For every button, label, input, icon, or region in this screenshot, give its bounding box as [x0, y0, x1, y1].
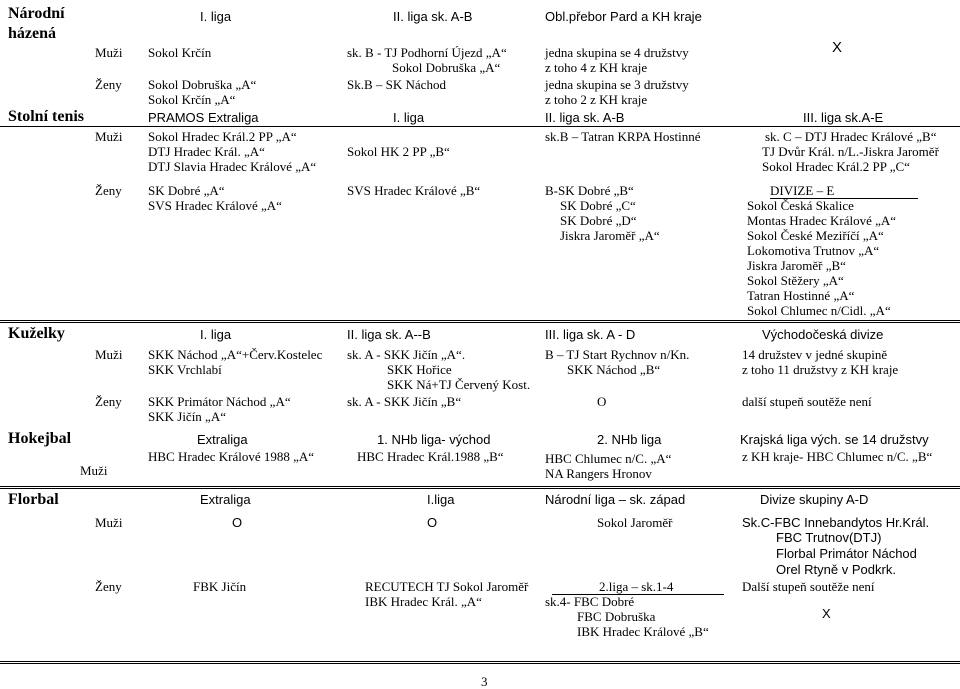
- cell: jedna skupina se 4 družstvy: [545, 45, 689, 60]
- cell: SK Dobré „A“: [148, 183, 225, 198]
- header-col2: I.liga: [427, 492, 455, 507]
- row-label: Ženy: [95, 579, 122, 594]
- cell: FBC Trutnov(DTJ): [776, 530, 882, 545]
- cell: Další stupeň soutěže není: [742, 579, 875, 594]
- cell: IBK Hradec Králové „B“: [577, 624, 709, 639]
- cell: SK Dobré „D“: [560, 213, 637, 228]
- header-col3: II. liga sk. A-B: [545, 110, 625, 125]
- header-col2: 1. NHb liga- východ: [377, 432, 491, 447]
- cell: Sokol Česká Skalice: [747, 198, 854, 213]
- section-title: Národní: [8, 5, 65, 22]
- cell: SKK Hořice: [387, 362, 452, 377]
- cell: Jiskra Jaroměř „A“: [560, 228, 660, 243]
- divider-line: [0, 126, 960, 127]
- divider-line: [0, 320, 960, 321]
- cell: HBC Hradec Král.1988 „B“: [357, 449, 504, 464]
- cell: SKK Vrchlabí: [148, 362, 222, 377]
- cell: DTJ Slavia Hradec Králové „A“: [148, 159, 317, 174]
- row-label: Muži: [95, 347, 123, 362]
- cell: TJ Dvůr Král. n/L.-Jiskra Jaroměř: [762, 144, 939, 159]
- cell: FBK Jičín: [193, 579, 247, 594]
- cell: Sokol Dobruška „A“: [392, 60, 501, 75]
- cell: Sokol Jaroměř: [597, 515, 673, 530]
- cell: z KH kraje- HBC Chlumec n/C. „B“: [742, 449, 933, 464]
- cell: Florbal Primátor Náchod: [776, 546, 917, 561]
- cell: FBC Dobruška: [577, 609, 656, 624]
- header-col1: Extraliga: [197, 432, 248, 447]
- header-col2: II. liga sk. A-B: [393, 9, 473, 24]
- cell: sk.B – Tatran KRPA Hostinné: [545, 129, 701, 144]
- cell: Sokol Dobruška „A“: [148, 77, 257, 92]
- cell: SK Dobré „C“: [560, 198, 636, 213]
- cell: 14 družstev v jedné skupině: [742, 347, 888, 362]
- cell: NA Rangers Hronov: [545, 466, 652, 481]
- cell: SKK Náchod „A“+Červ.Kostelec: [148, 347, 323, 362]
- cell: z toho 4 z KH kraje: [545, 60, 648, 75]
- cell: SKK Primátor Náchod „A“: [148, 394, 291, 409]
- cell: z toho 11 družstvy z KH kraje: [742, 362, 899, 377]
- row-label: Muži: [95, 45, 123, 60]
- row-label: Muži: [95, 515, 123, 530]
- cell: SKK Jičín „A“: [148, 409, 226, 424]
- header-col4: III. liga sk.A-E: [803, 110, 884, 125]
- header-col2: I. liga: [393, 110, 425, 125]
- cell: SKK Ná+TJ Červený Kost.: [387, 377, 531, 392]
- cell: sk. A - SKK Jičín „A“.: [347, 347, 466, 362]
- row-label: Muži: [95, 129, 123, 144]
- header-col4: Východočeská divize: [762, 327, 884, 342]
- header-col1: PRAMOS Extraliga: [148, 110, 259, 125]
- cell: Sokol Stěžery „A“: [747, 273, 844, 288]
- row-label: Muži: [80, 463, 108, 478]
- cell: Sokol Hradec Král.2 PP „C“: [762, 159, 910, 174]
- cell: SVS Hradec Králové „A“: [148, 198, 282, 213]
- section-title: Stolní tenis: [8, 108, 85, 125]
- header-col3: Národní liga – sk. západ: [545, 492, 686, 507]
- cell: SVS Hradec Králové „B“: [347, 183, 481, 198]
- cell: Sk.B – SK Náchod: [347, 77, 446, 92]
- cell: sk. A - SKK Jičín „B“: [347, 394, 462, 409]
- divider-line: [0, 661, 960, 662]
- section-title: Florbal: [8, 491, 59, 508]
- cell: sk. B - TJ Podhorní Újezd „A“: [347, 45, 507, 60]
- cell: B-SK Dobré „B“: [545, 183, 634, 198]
- row-label: Ženy: [95, 77, 122, 92]
- cell: Sokol České Meziříčí „A“: [747, 228, 884, 243]
- section-title: Hokejbal: [8, 430, 72, 447]
- x-mark: X: [832, 39, 843, 56]
- header-col2: II. liga sk. A--B: [347, 327, 431, 342]
- cell: Sk.C-FBC Innebandytos Hr.Král.: [742, 515, 930, 530]
- cell: Sokol Krčín: [148, 45, 212, 60]
- x-mark: X: [822, 606, 831, 621]
- cell: IBK Hradec Král. „A“: [365, 594, 482, 609]
- cell: sk. C – DTJ Hradec Králové „B“: [765, 129, 937, 144]
- cell: RECUTECH TJ Sokol Jaroměř: [365, 579, 529, 594]
- division-header: DIVIZE – E: [770, 183, 918, 199]
- row-label: Ženy: [95, 394, 122, 409]
- cell: Orel Rtyně v Podkrk.: [776, 562, 896, 577]
- header-col1: Extraliga: [200, 492, 251, 507]
- divider-line: [0, 663, 960, 664]
- cell: z toho 2 z KH kraje: [545, 92, 648, 107]
- cell: další stupeň soutěže není: [742, 394, 872, 409]
- division-header: 2.liga – sk.1-4: [552, 579, 724, 595]
- cell: Sokol HK 2 PP „B“: [347, 144, 450, 159]
- header-col3: III. liga sk. A - D: [545, 327, 636, 342]
- page-number: 3: [481, 674, 488, 689]
- cell: Sokol Chlumec n/Cidl. „A“: [747, 303, 891, 318]
- cell: Montas Hradec Králové „A“: [747, 213, 897, 228]
- header-col3: 2. NHb liga: [597, 432, 662, 447]
- cell: O: [597, 394, 607, 409]
- cell: B – TJ Start Rychnov n/Kn.: [545, 347, 690, 362]
- divider-line: [0, 486, 960, 487]
- cell: O: [427, 515, 438, 530]
- cell: DTJ Hradec Král. „A“: [148, 144, 265, 159]
- divider-line: [0, 322, 960, 323]
- header-col1: I. liga: [200, 9, 232, 24]
- cell: Tatran Hostinné „A“: [747, 288, 855, 303]
- cell: Sokol Hradec Král.2 PP „A“: [148, 129, 297, 144]
- header-col1: I. liga: [200, 327, 232, 342]
- cell: sk.4- FBC Dobré: [545, 594, 635, 609]
- row-label: Ženy: [95, 183, 122, 198]
- header-col3: Obl.přebor Pard a KH kraje: [545, 9, 702, 24]
- section-title: házená: [8, 25, 56, 42]
- cell: Sokol Krčín „A“: [148, 92, 236, 107]
- divider-line: [0, 488, 960, 489]
- cell: Jiskra Jaroměř „B“: [747, 258, 846, 273]
- header-col4: Divize skupiny A-D: [760, 492, 869, 507]
- cell: SKK Náchod „B“: [567, 362, 661, 377]
- cell: jedna skupina se 3 družstvy: [545, 77, 689, 92]
- section-title: Kuželky: [8, 325, 65, 342]
- cell: Lokomotiva Trutnov „A“: [747, 243, 880, 258]
- cell: HBC Hradec Králové 1988 „A“: [148, 449, 315, 464]
- cell: O: [232, 515, 243, 530]
- header-col4: Krajská liga vých. se 14 družstvy: [740, 432, 929, 447]
- cell: HBC Chlumec n/C. „A“: [545, 451, 672, 466]
